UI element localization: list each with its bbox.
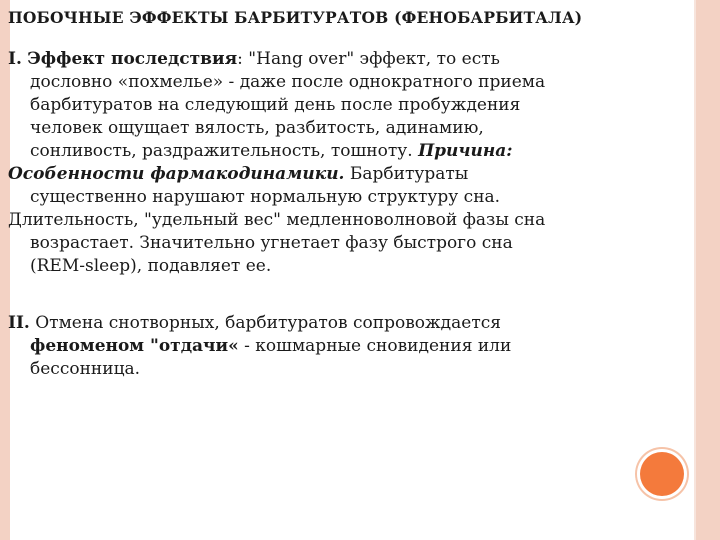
section1-line4: человек ощущает вялость, разбитость, адинамию, (30, 118, 484, 138)
section-spacer (8, 278, 698, 312)
section1-colon: : (237, 49, 243, 69)
section2-marker: II. (8, 313, 30, 333)
section2-line3: бессонница. (30, 359, 141, 379)
section1-line6-text: Барбитураты (344, 164, 469, 184)
slide-body (8, 48, 698, 381)
section1-line5-text: сонливость, раздражительность, тошноту. (30, 141, 419, 161)
rebound-phenomenon: феноменом "отдачи« (30, 336, 239, 356)
cause-label: Причина: (418, 141, 513, 161)
section1-line6 (8, 163, 698, 186)
section2-line1 (8, 312, 698, 335)
section1-line3: барбитуратов на следующий день после пробуждения (30, 95, 521, 115)
section2-line2-text: - кошмарные сновидения или (238, 336, 512, 356)
section1-heading: Эффект последствия (27, 49, 238, 69)
section2-line2 (8, 335, 698, 358)
section1-line9: возрастает. Значительно угнетает фазу быстрого сна (30, 233, 513, 253)
pharmacodynamics-heading: Особенности фармакодинамики. (8, 164, 345, 184)
section1-line2: дословно «похмелье» - даже после однократного приема (30, 72, 546, 92)
section1-line5 (8, 140, 698, 163)
section1-line1 (8, 48, 698, 71)
section1-line8: Длительность, "удельный вес" медленноволновой фазы сна (8, 210, 546, 230)
section1-marker: I. (8, 49, 22, 69)
slide-title: ПОБОЧНЫЕ ЭФФЕКТЫ БАРБИТУРАТОВ (ФЕНОБАРБИТАЛА) (8, 8, 583, 27)
section1-line1-text: "Hang over" эффект, то есть (242, 49, 500, 69)
section1-line10: (REM-sleep), подавляет ее. (30, 256, 272, 276)
section2-line1-text: Отмена снотворных, барбитуратов сопровождается (29, 313, 501, 333)
right-decorative-border (696, 0, 720, 540)
section1-line7: существенно нарушают нормальную структуру сна. (30, 187, 501, 207)
decorative-circle (640, 452, 684, 496)
